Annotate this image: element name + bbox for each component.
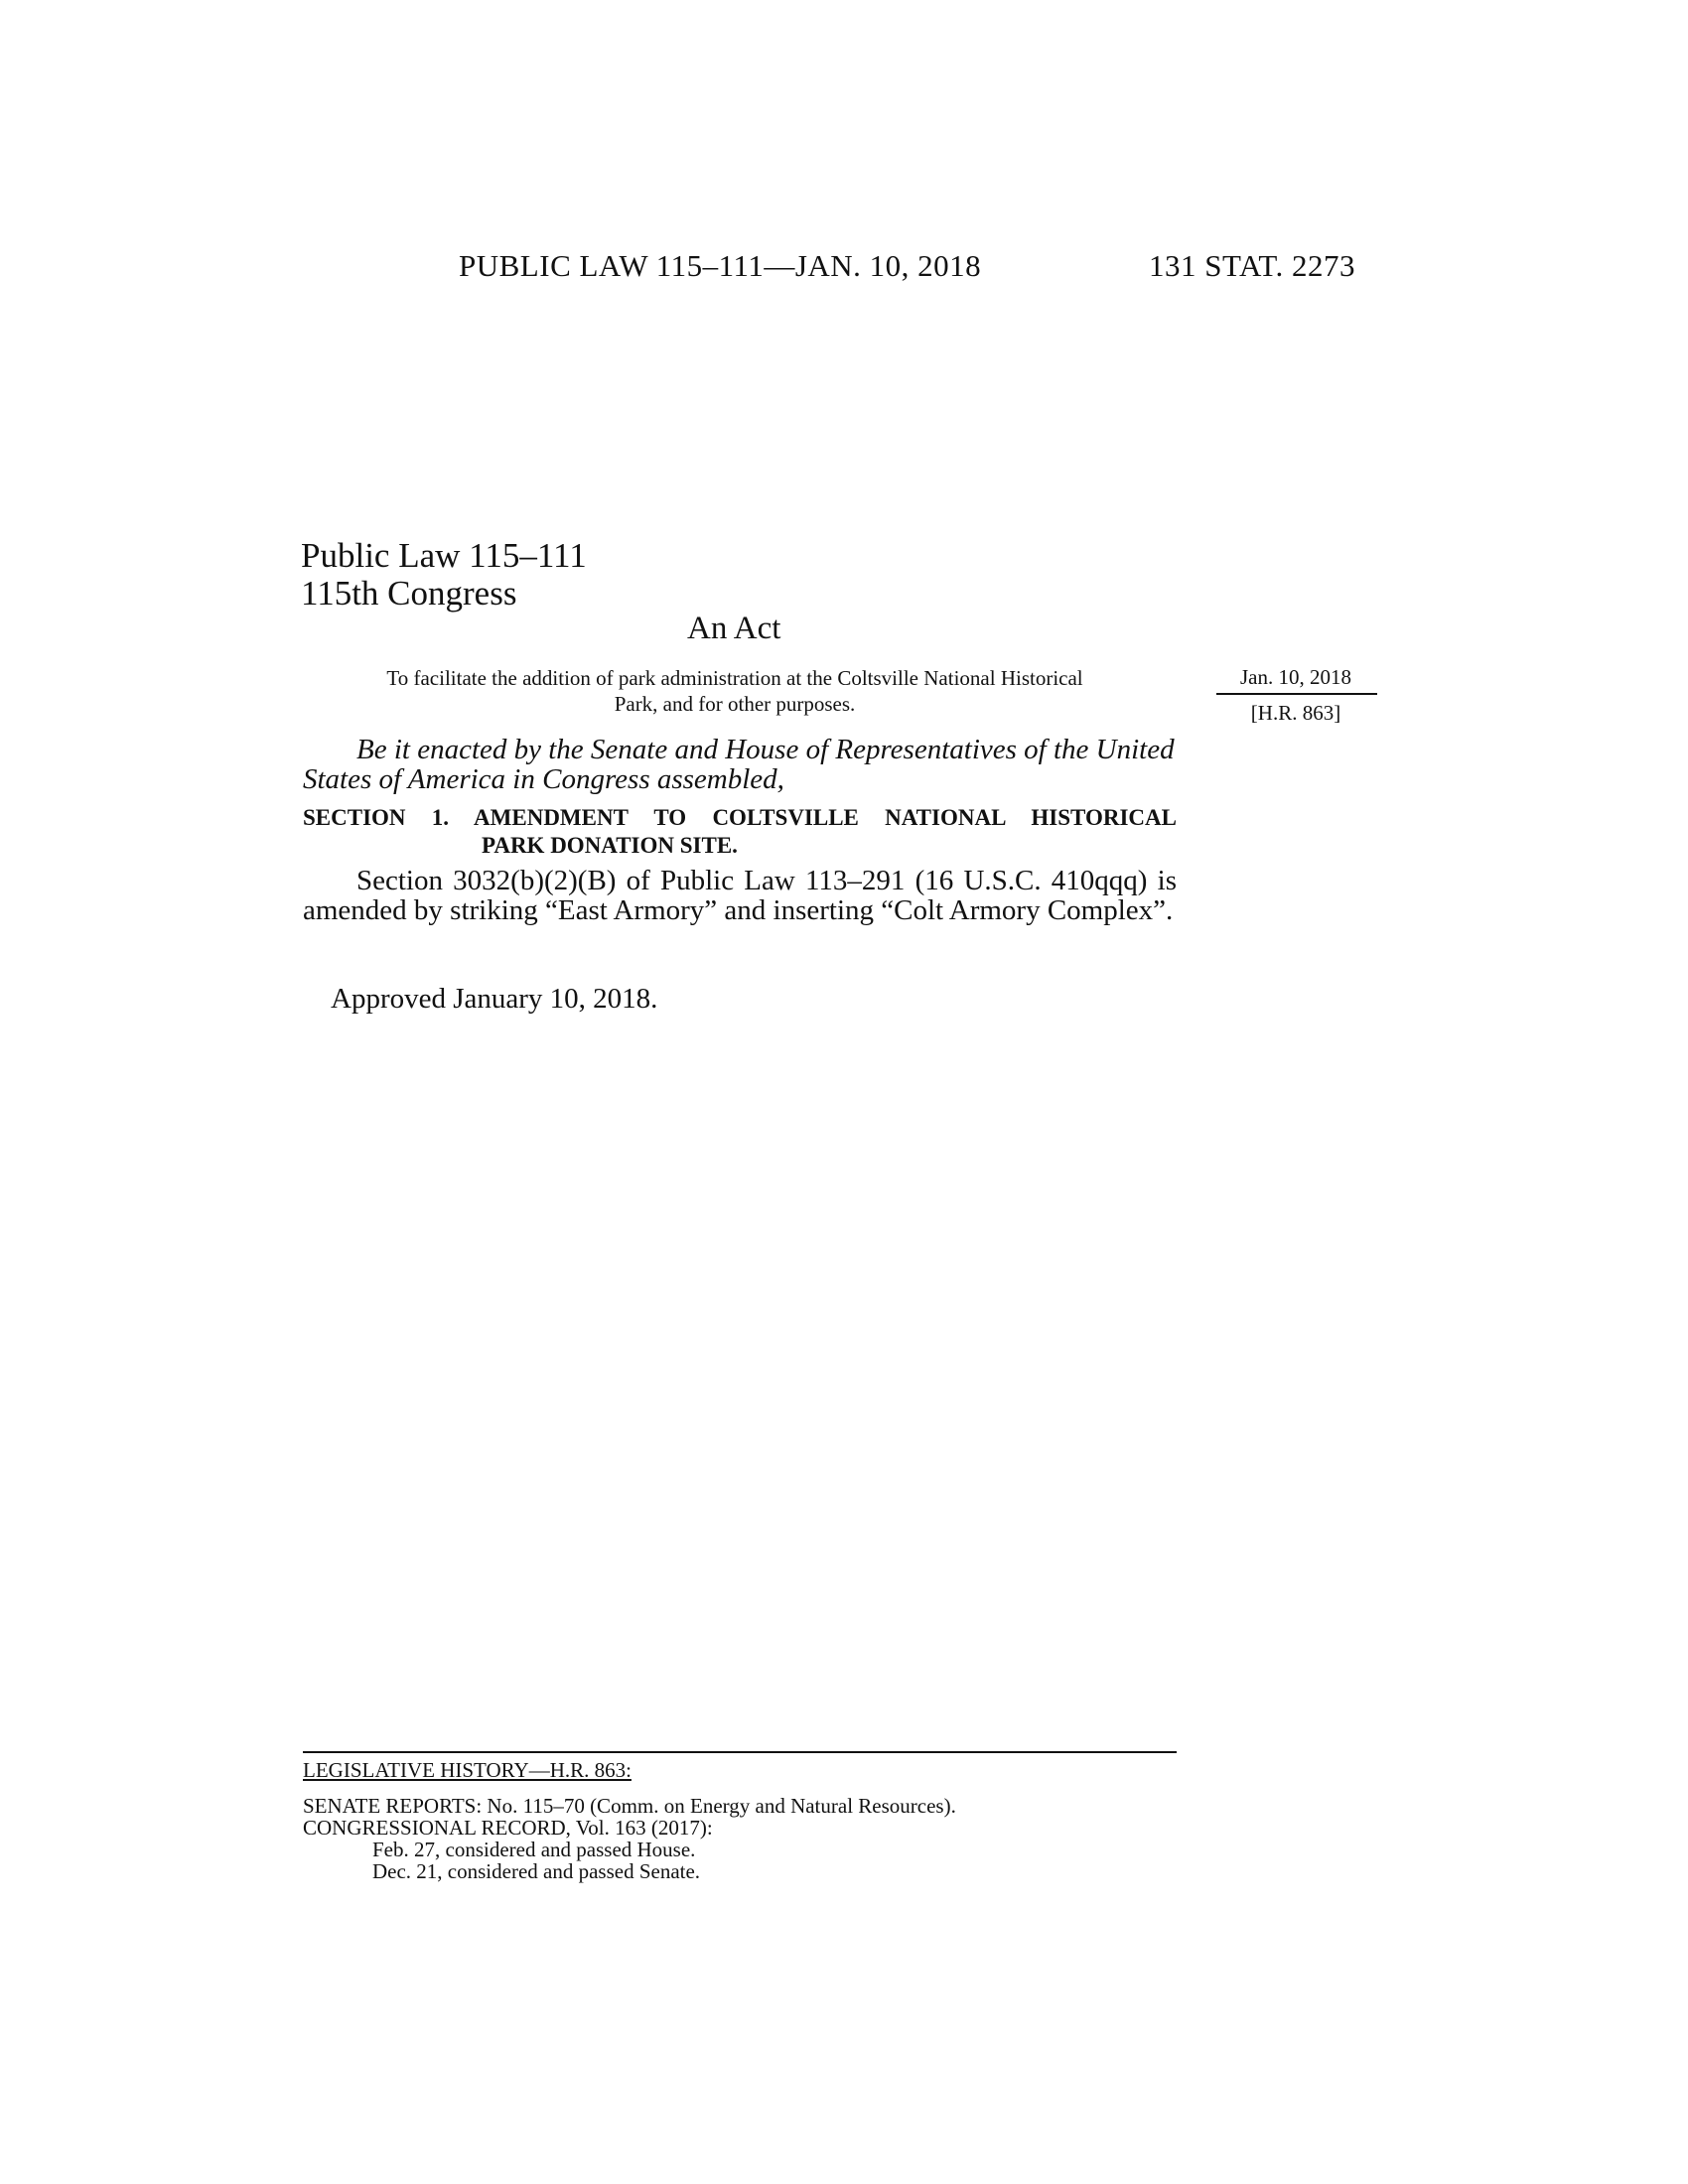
statute-page-number: 131 STAT. 2273 [1149,248,1356,283]
history-entry-senate: Dec. 21, considered and passed Senate. [372,1859,701,1883]
section-heading-line-2: PARK DONATION SITE. [482,833,738,858]
sidenote-rule [1216,693,1377,695]
act-heading: An Act [687,611,781,646]
senate-reports: SENATE REPORTS: No. 115–70 (Comm. on Energy and Natural Resources). [303,1794,956,1818]
approval-date: Approved January 10, 2018. [331,983,658,1015]
law-number: Public Law 115–111 [301,536,587,575]
section-heading-line-1: SECTION 1. AMENDMENT TO COLTSVILLE NATIONAL HISTORICAL [303,805,1177,830]
enacting-clause-text: Be it enacted by the Senate and House of Representatives of the United States of America in Congress assembled, [303,734,1175,795]
legislative-history-heading-text: LEGISLATIVE HISTORY—H.R. 863: [303,1758,632,1782]
legislative-history-rule [303,1751,1177,1753]
sidenote-bill: [H.R. 863] [1250,701,1341,725]
enacting-clause [303,735,1177,794]
section-body [303,866,1177,925]
purpose-line-1: To facilitate the addition of park administration at the Coltsville National Historical [386,666,1083,690]
legislative-history-heading [303,1759,632,1781]
congress-number: 115th Congress [301,574,517,613]
running-head-title: PUBLIC LAW 115–111—JAN. 10, 2018 [459,248,982,283]
section-heading [303,804,1177,860]
section-body-text: Section 3032(b)(2)(B) of Public Law 113–291 (16 U.S.C. 410qqq) is amended by striking “East Armory” and inserting “Colt Armory Complex”. [303,865,1177,926]
purpose-line-2: Park, and for other purposes. [614,692,856,716]
history-entry-house: Feb. 27, considered and passed House. [372,1838,696,1861]
congressional-record: CONGRESSIONAL RECORD, Vol. 163 (2017): [303,1816,713,1840]
sidenote-date: Jan. 10, 2018 [1240,665,1351,689]
act-purpose [298,665,1172,717]
